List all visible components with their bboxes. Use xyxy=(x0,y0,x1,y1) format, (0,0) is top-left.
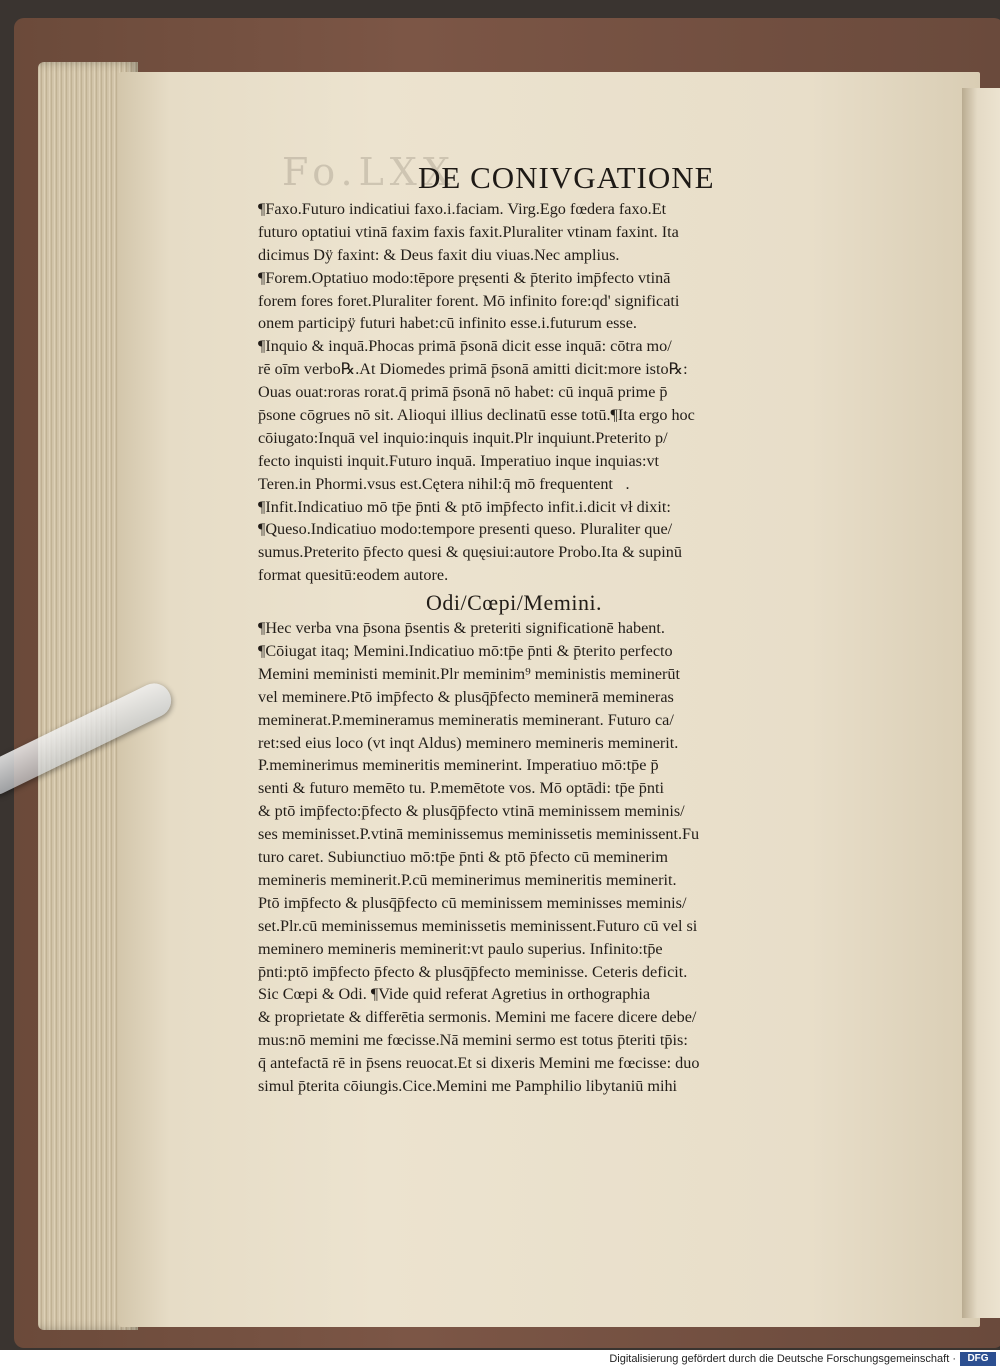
text-line: Memini meministi meminit.Plr meminim⁹ meministis meminerūt xyxy=(258,664,680,683)
text-line: ¶Infit.Indicatiuo mō tp̄e p̄nti & ptō imp̄fecto infit.i.dicit vł dixit: xyxy=(258,497,671,516)
text-line: meminero memineris meminerit:vt paulo superius. Infinito:tp̄e xyxy=(258,939,663,958)
text-line: forem fores foret.Pluraliter forent. Mō infinito fore:qd' significati xyxy=(258,291,680,310)
text-line: ¶Cōiugat itaq; Memini.Indicatiuo mō:tp̄e p̄nti & p̄terito perfecto xyxy=(258,642,673,661)
text-line: & proprietate & differētia sermonis. Memini me facere dicere debe/ xyxy=(258,1008,697,1027)
text-line: ¶Hec verba vna p̄sona p̄sentis & preteriti significationē habent. xyxy=(258,619,665,638)
text-line: rē oīm verbo℞.At Diomedes primā p̄sonā amitti dicit:more isto℞: xyxy=(258,360,688,379)
text-line: & ptō imp̄fecto:p̄fecto & plusq̄p̄fecto vtinā meminissem meminis/ xyxy=(258,802,685,821)
text-line: ¶Faxo.Futuro indicatiui faxo.i.faciam. Virg.Ego fœdera faxo.Et xyxy=(258,200,667,218)
text-line: ¶Forem.Optatiuo modo:tēpore pręsenti & p̄terito imp̄fecto vtinā xyxy=(258,268,671,287)
text-line: ¶Inquio & inquā.Phocas primā p̄sonā dicit esse inquā: cōtra mo/ xyxy=(258,337,672,356)
text-line: memineris meminerit.P.cū meminerimus memineritis meminerit. xyxy=(258,870,677,889)
text-line: set.Plr.cū meminissemus meminissetis meminissent.Futuro cū vel si xyxy=(258,916,698,935)
text-line: Ptō imp̄fecto & plusq̄p̄fecto cū meminissem meminisses meminis/ xyxy=(258,893,687,912)
dfg-logo: DFG xyxy=(960,1352,996,1366)
text-line: fecto inquisti inquit.Futuro inquā. Imperatiuo inque inquias:vt xyxy=(258,451,660,470)
text-line: turo caret. Subiunctiuo mō:tp̄e p̄nti & ptō p̄fecto cū meminerim xyxy=(258,848,668,867)
text-line: cōiugato:Inquā vel inquio:inquis inquit.Plr inquiunt.Preterito p/ xyxy=(258,428,668,447)
text-line: ses meminisset.P.vtinā meminissemus meminissetis meminissent.Fu xyxy=(258,825,700,844)
text-line: Sic Cœpi & Odi. ¶Vide quid referat Agretius in orthographia xyxy=(258,985,651,1004)
text-line: sumus.Preterito p̄fecto quesi & quęsiui:autore Probo.Ita & supinū xyxy=(258,543,682,562)
text-line: ret:sed eius loco (vt inqt Aldus) meminero memineris meminerit. xyxy=(258,733,679,752)
text-line: vel meminere.Ptō imp̄fecto & plusq̄p̄fecto meminerā memineras xyxy=(258,687,674,706)
running-title: DE CONIVGATIONE xyxy=(418,160,715,195)
paragraph-group-1 xyxy=(258,198,880,587)
text-line: P.meminerimus memineritis meminerint. Imperatiuo mō:tp̄e p̄ xyxy=(258,756,659,775)
text-line: Teren.in Phormi.vsus est.Cętera nihil:q̄ mō frequententᷣ. xyxy=(258,474,630,493)
funding-credit: Digitalisierung gefördert durch die Deutsche Forschungsgemeinschaft · xyxy=(609,1353,956,1365)
text-line: ¶Queso.Indicatiuo modo:tempore presenti queso. Pluraliter que/ xyxy=(258,520,673,539)
text-line: Ouas ouat:roras rorat.q̄ primā p̄sonā nō habet: cū inquā prime p̄ xyxy=(258,383,668,402)
text-line: p̄nti:ptō imp̄fecto p̄fecto & plusq̄p̄fecto meminisse. Ceteris deficit. xyxy=(258,962,688,981)
text-line: dicimus Dÿ faxint: & Deus faxit diu viuas.Nec amplius. xyxy=(258,245,620,264)
text-line: format quesitū:eodem autore. xyxy=(258,566,449,585)
text-line: simul p̄terita cōiungis.Cice.Memini me Pamphilio libytaniū mihi xyxy=(258,1076,678,1095)
text-line: onem participÿ futuri habet:cū infinito esse.i.futurum esse. xyxy=(258,314,637,333)
facing-page-edge xyxy=(962,88,1000,1318)
text-line: p̄sone cōgrues nō sit. Alioqui illius declinatū esse totū.¶Ita ergo hoc xyxy=(258,406,695,425)
ghost-folio-bleedthrough: Fo.LXX xyxy=(282,150,456,194)
text-line: futuro optatiui vtinā faxim faxis faxit.Pluraliter vtinam faxint. Ita xyxy=(258,222,679,241)
text-line: q̄ antefactā rē in p̄sens reuocat.Et si dixeris Memini me fœcisse: duo xyxy=(258,1054,700,1073)
paragraph-group-2 xyxy=(258,617,880,1098)
text-line: mus:nō memini me fœcisse.Nā memini sermo est totus p̄teriti tp̄is: xyxy=(258,1031,688,1050)
section-heading: Odi/Cœpi/Memini. xyxy=(426,590,603,616)
text-line: meminerat.P.memineramus memineratis meminerant. Futuro ca/ xyxy=(258,710,674,729)
text-block xyxy=(258,198,880,1098)
text-line: senti & futuro memēto tu. P.memētote vos. Mō optādi: tp̄e p̄nti xyxy=(258,779,664,798)
